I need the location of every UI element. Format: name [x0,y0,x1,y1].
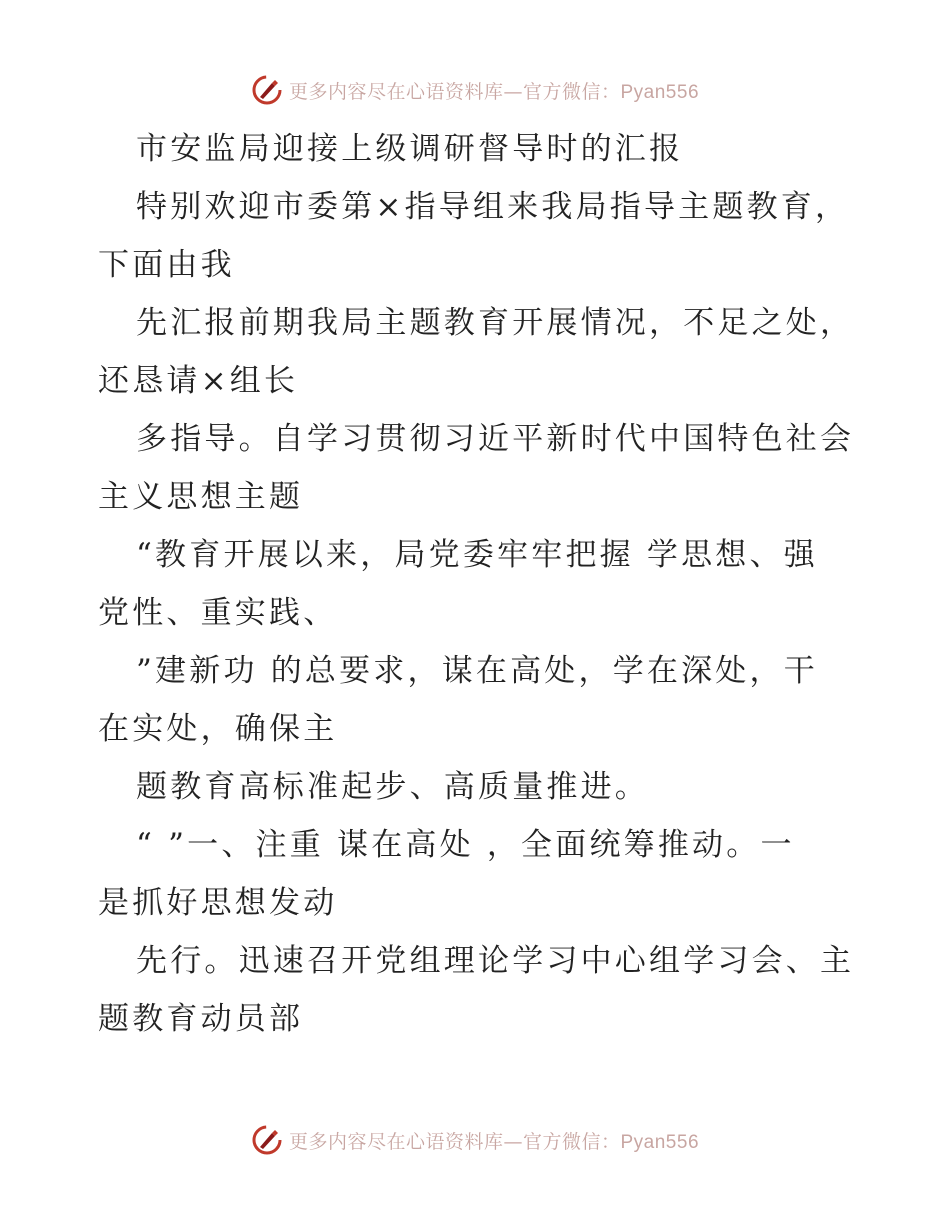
text-line: 主义思想主题 [98,479,304,515]
watermark-label: 更多内容尽在心语资料库—官方微信： [288,1130,621,1153]
text-line: 特别欢迎市委第×指导组来我局指导主题教育， [136,189,850,225]
watermark-text [289,1127,699,1154]
text-line: 多指导。自学习贯彻习近平新时代中国特色社会 [136,421,855,457]
pen-logo-icon [251,74,283,106]
text-line: ”建新功 的总要求，谋在高处，学在深处，干 [136,653,818,689]
text-line: 是抓好思想发动 [98,885,338,921]
watermark-text [289,77,699,104]
wechat-id: Pyan556 [620,1131,700,1153]
text-line: 还恳请×组长 [98,363,299,399]
text-line: “ ”一、注重 谋在高处 ，全面统筹推动。一 [136,827,795,863]
header-watermark-banner [0,73,950,107]
document-body [98,120,858,1048]
text-line: 题教育高标准起步、高质量推进。 [136,769,649,805]
text-line: “教育开展以来，局党委牢牢把握 学思想、强 [136,537,818,573]
text-line: 题教育动员部 [98,1001,304,1037]
footer-watermark-banner [0,1123,950,1157]
document-title: 市安监局迎接上级调研督导时的汇报 [136,131,684,167]
watermark-label: 更多内容尽在心语资料库—官方微信： [288,80,621,103]
text-line: 党性、重实践、 [98,595,338,631]
text-line: 下面由我 [98,247,235,283]
pen-logo-icon [251,1124,283,1156]
text-line: 在实处，确保主 [98,711,338,747]
wechat-id: Pyan556 [620,81,700,103]
text-line: 先行。迅速召开党组理论学习中心组学习会、主 [136,943,855,979]
text-line: 先汇报前期我局主题教育开展情况，不足之处， [136,305,855,341]
